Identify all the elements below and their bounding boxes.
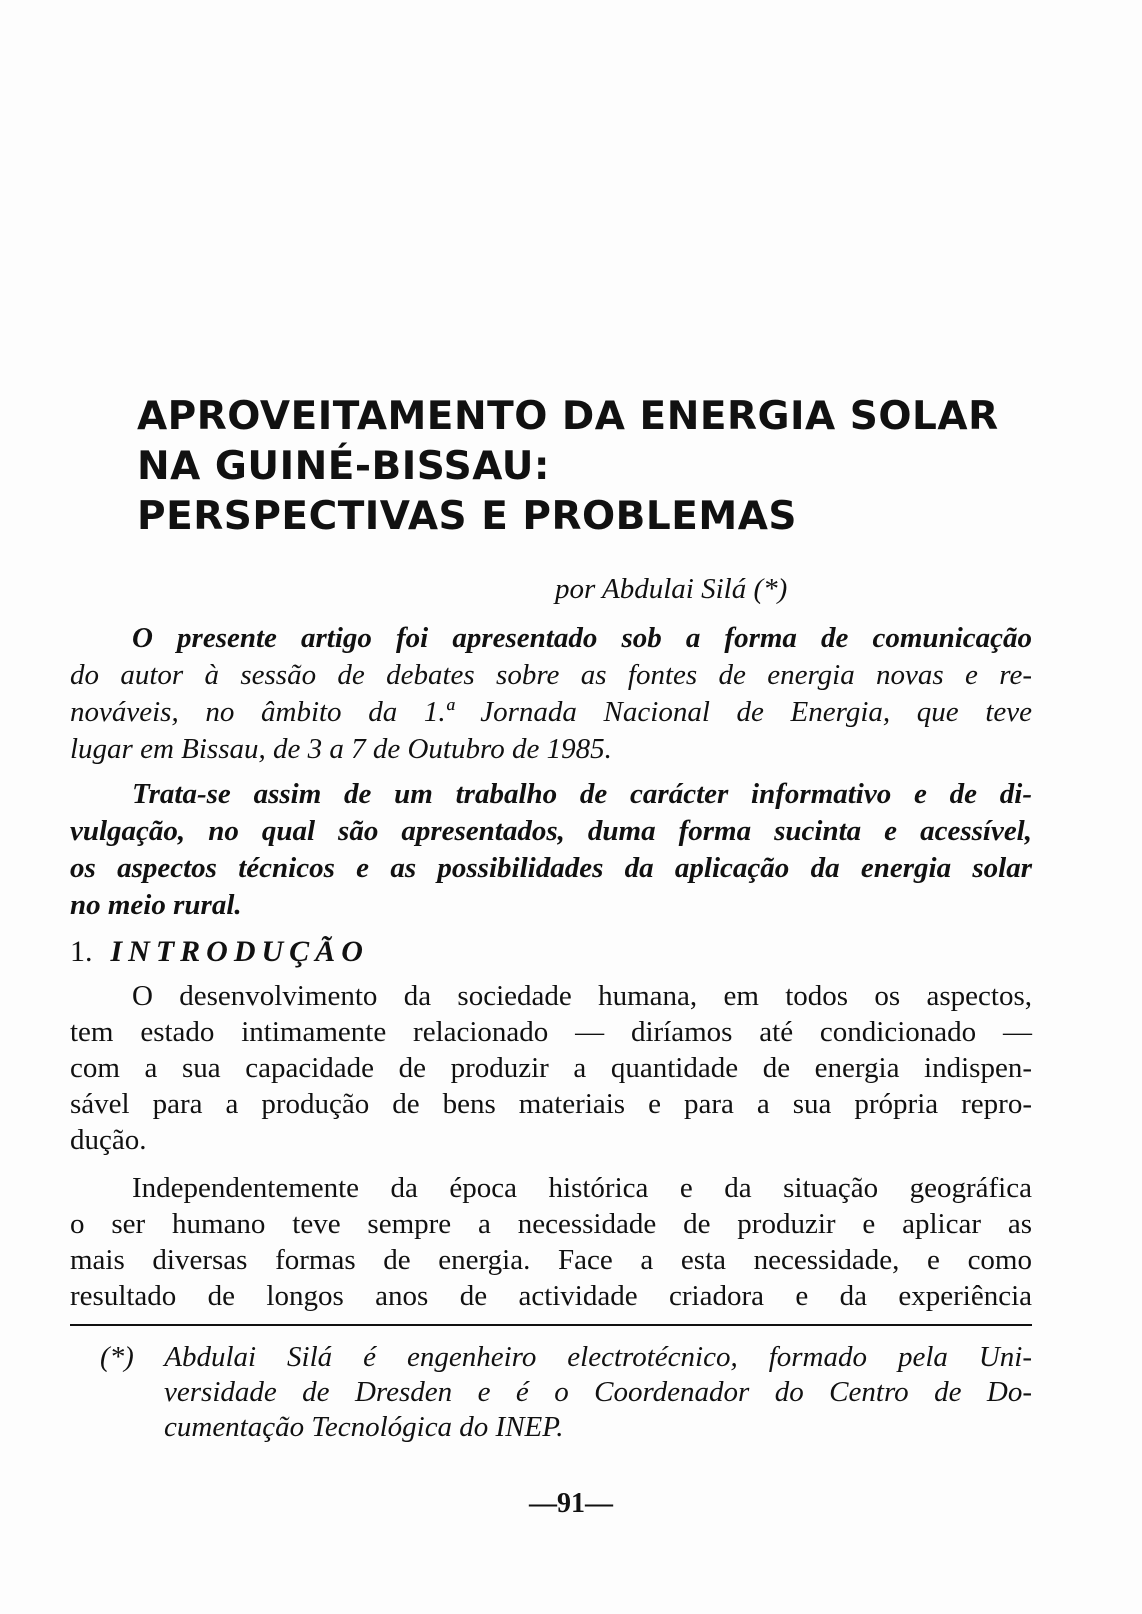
section-title: INTRODUÇÃO [110,935,369,968]
footnote-divider [70,1324,1032,1326]
text-line: cumentação Tecnológica do INEP. [164,1411,564,1443]
text-line: com a sua capacidade de produzir a quantidade de energia indispen- [70,1052,1032,1084]
text-line: tem estado intimamente relacionado — diríamos até condicionado — [70,1016,1032,1048]
article-title [137,392,999,542]
text-line: vulgação, no qual são apresentados, duma forma sucinta e acessível, [70,815,1032,847]
text-line: nováveis, no âmbito da 1.ª Jornada Nacional de Energia, que teve [70,696,1032,728]
body-paragraph-2 [70,1170,1032,1314]
text-line: do autor à sessão de debates sobre as fontes de energia novas e re- [70,659,1032,691]
text-line: (*) Abdulai Silá é engenheiro electrotécnico, formado pela Uni- [100,1341,1032,1373]
text-line: dução. [70,1124,147,1156]
text-line: mais diversas formas de energia. Face a esta necessidade, e como [70,1244,1032,1276]
text-line: versidade de Dresden e é o Coordenador do Centro de Do- [164,1376,1032,1408]
author-byline: por Abdulai Silá (*) [555,573,788,605]
title-line: PERSPECTIVAS E PROBLEMAS [137,494,797,539]
text-line: resultado de longos anos de actividade criadora e da experiência [70,1280,1032,1312]
text-line: no meio rural. [70,889,242,921]
text-line: sável para a produção de bens materiais e para a sua própria repro- [70,1088,1032,1120]
text-line: o ser humano teve sempre a necessidade de produzir e aplicar as [70,1208,1032,1240]
section-number: 1. [70,935,93,968]
abstract-paragraph-2 [70,776,1032,924]
section-heading [70,935,369,969]
body-paragraph-1 [70,978,1032,1158]
text-line: Independentemente da época histórica e da situação geográfica [132,1172,1032,1204]
title-line: APROVEITAMENTO DA ENERGIA SOLAR [137,394,999,439]
text-line: os aspectos técnicos e as possibilidades da aplicação da energia solar [70,852,1032,884]
title-line: NA GUINÉ-BISSAU: [137,444,550,489]
text-line: Trata-se assim de um trabalho de carácter informativo e de di- [132,778,1032,810]
text-line: O desenvolvimento da sociedade humana, em todos os aspectos, [132,980,1032,1012]
text-line: O presente artigo foi apresentado sob a forma de comunicação [132,622,1032,654]
text-line: lugar em Bissau, de 3 a 7 de Outubro de 1985. [70,733,612,765]
page-number: —91— [529,1488,613,1519]
footnote [100,1340,1032,1445]
abstract-paragraph-1 [70,620,1032,768]
